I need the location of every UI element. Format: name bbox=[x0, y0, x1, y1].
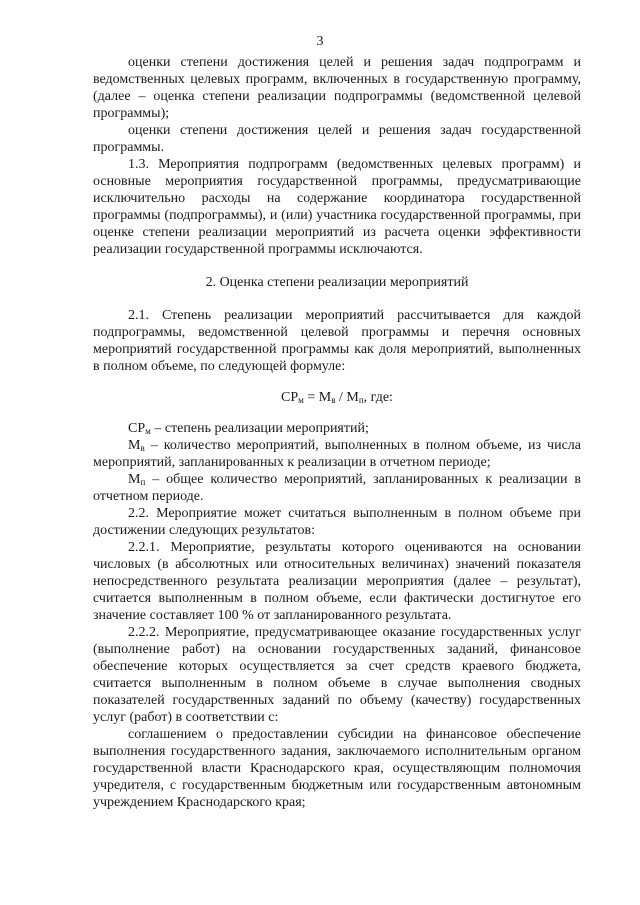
page-number: 3 bbox=[316, 34, 324, 49]
definition-symbol: СР bbox=[128, 421, 146, 436]
definition-text: – количество мероприятий, выполненных в полном объеме, из числа мероприятий, запланированных к реализации в отчетном периоде; bbox=[93, 438, 581, 470]
formula-div: / bbox=[335, 390, 347, 405]
definition-symbol: М bbox=[128, 472, 141, 487]
section-heading: 2. Оценка степени реализации мероприятий bbox=[205, 275, 469, 290]
paragraph: 1.3. Мероприятия подпрограмм (ведомственных целевых программ) и основные мероприятия государственной программы, предусматривающие исключительно расходы на содержание координатора государственной программы (подпрограммы), и (или) участника государственной программы, при оценке степени реализации мероприятий из расчета оценки эффективности реализации государственной программы исключаются. bbox=[93, 157, 581, 257]
definition bbox=[93, 471, 581, 505]
formula-m1-sub: в bbox=[331, 395, 336, 405]
formula-eq: = bbox=[303, 390, 319, 405]
definition bbox=[93, 437, 581, 471]
paragraph: оценки степени достижения целей и решения задач государственной программы. bbox=[93, 123, 581, 155]
paragraph: 2.2.1. Мероприятие, результаты которого оцениваются на основании числовых (в абсолютных или относительных величинах) значений показателя непосредственного результата реализации мероприятия (далее – результат), считается выполненным в полном объеме, если фактически достигнутое его значение составляет 100 % от запланированного результата. bbox=[93, 540, 581, 623]
definition-text: – степень реализации мероприятий; bbox=[150, 421, 369, 436]
definition bbox=[93, 420, 581, 437]
formula-lhs: СР bbox=[281, 390, 299, 405]
formula-m2: М bbox=[346, 390, 359, 405]
paragraph: оценки степени достижения целей и решения задач подпрограмм и ведомственных целевых программ, включенных в государственную программу, (далее – оценка степени реализации подпрограммы (ведомственной целевой программы); bbox=[93, 55, 581, 121]
definition-symbol-sub: в bbox=[140, 443, 145, 453]
formula bbox=[93, 389, 581, 406]
paragraph: 2.1. Степень реализации мероприятий рассчитывается для каждой подпрограммы, ведомственной целевой программы и перечня основных мероприятий государственной программы как доля мероприятий, выполненных в полном объеме, по следующей формуле: bbox=[93, 308, 581, 374]
paragraph: 2.2. Мероприятие может считаться выполненным в полном объеме при достижении следующих результатов: bbox=[93, 506, 581, 538]
formula-tail: , где: bbox=[363, 390, 393, 405]
formula-m2-sub: п bbox=[358, 395, 364, 405]
paragraph: соглашением о предоставлении субсидии на финансовое обеспечение выполнения государственного задания, заключаемого исполнительным органом государственной власти Краснодарского края, осуществляющим полномочия учредителя, с государственным бюджетным или государственным автономным учреждением Краснодарского края; bbox=[93, 727, 581, 810]
definition-text: – общее количество мероприятий, запланированных к реализации в отчетном периоде. bbox=[93, 472, 581, 504]
document-body bbox=[93, 54, 581, 811]
formula-lhs-sub: м bbox=[298, 395, 304, 405]
formula-m1: М bbox=[318, 390, 332, 405]
definition-symbol: М bbox=[128, 438, 141, 453]
definition-symbol-sub: п bbox=[140, 477, 146, 487]
paragraph: 2.2.2. Мероприятие, предусматривающее оказание государственных услуг (выполнение работ) на основании государственных заданий, финансовое обеспечение которых осуществляется за счет средств краевого бюджета, считается выполненным в полном объеме в случае выполнения сводных показателей государственных заданий по объему (качеству) государственных услуг (работ) в соответствии с: bbox=[93, 625, 581, 725]
definition-symbol-sub: м bbox=[145, 426, 151, 436]
